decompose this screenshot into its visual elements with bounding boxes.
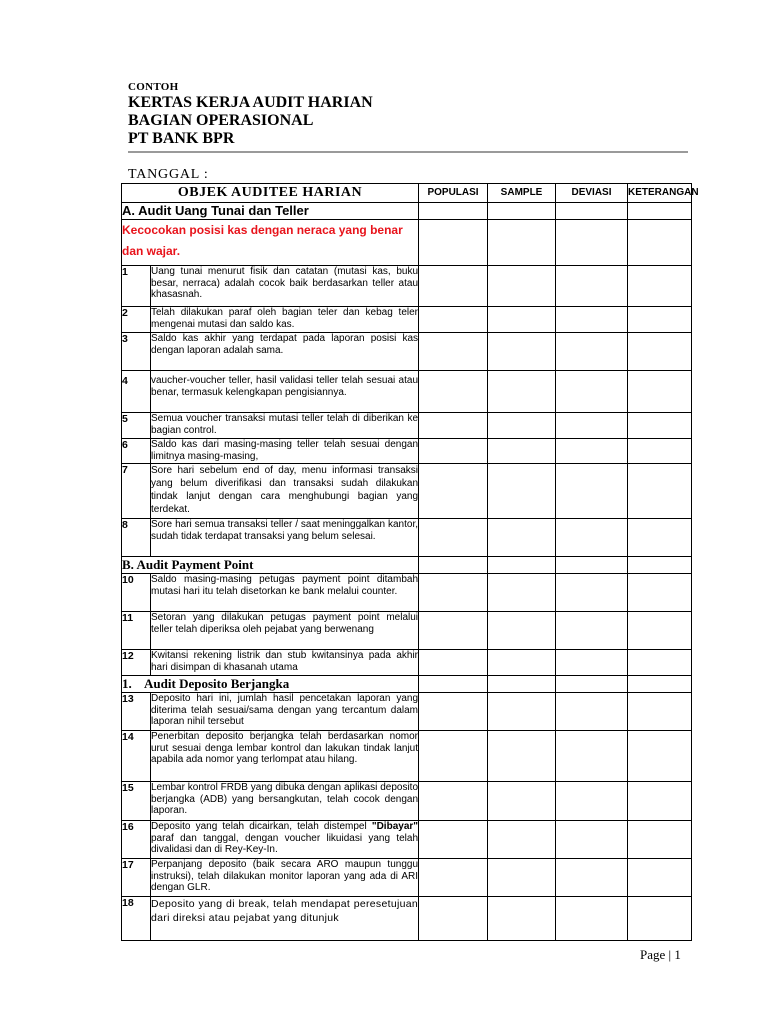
cell <box>488 203 556 220</box>
section-a-row <box>122 203 692 220</box>
red-note: Kecocokan posisi kas dengan neraca yang benar dan wajar. <box>122 220 419 266</box>
item-number: 18 <box>122 897 151 941</box>
item-text: Sore hari sebelum end of day, menu informasi transaksi yang belum diverifikasi dan transaksi sudah dilakukan tindak lanjut dengan cara menghubungi bagian yang terdekat. <box>151 464 419 519</box>
column-keterangan: KETERANGAN <box>628 184 692 203</box>
item-number: 1 <box>122 266 151 307</box>
item-text: Kwitansi rekening listrik dan stub kwitansinya pada akhir hari disimpan di khasanah utama <box>151 650 419 676</box>
department-title: BAGIAN OPERASIONAL <box>128 112 314 129</box>
section-b-title: B. Audit Payment Point <box>122 557 419 574</box>
item-text <box>151 821 419 859</box>
item-number: 14 <box>122 731 151 782</box>
item-number: 16 <box>122 821 151 859</box>
item-text: Uang tunai menurut fisik dan catatan (mutasi kas, buku besar, nerraca) adalah cocok baik berdasarkan teller atau khasasnah. <box>151 266 419 307</box>
item-number: 2 <box>122 307 151 333</box>
table-row <box>122 821 692 859</box>
item-number: 10 <box>122 574 151 612</box>
table-row <box>122 307 692 333</box>
table-row <box>122 519 692 557</box>
cell <box>488 220 556 266</box>
company-title: PT BANK BPR <box>128 130 235 147</box>
item-text: Saldo kas dari masing-masing teller telah sesuai dengan limitnya masing-masing, <box>151 439 419 462</box>
table-row <box>122 464 692 519</box>
cell <box>419 203 488 220</box>
item-number: 13 <box>122 693 151 731</box>
table-row <box>122 897 692 941</box>
date-label: TANGGAL : <box>128 167 209 182</box>
item-number: 12 <box>122 650 151 676</box>
item-number: 11 <box>122 612 151 650</box>
item-text-part: Deposito yang telah dicairkan, telah distempel <box>151 821 372 832</box>
table-row <box>122 371 692 413</box>
item-text: Semua voucher transaksi mutasi teller telah di diberikan ke bagian control. <box>151 413 419 439</box>
table-row <box>122 782 692 821</box>
dibayar-stamp-text: "Dibayar" <box>371 821 419 832</box>
item-number: 8 <box>122 519 151 557</box>
table-row <box>122 333 692 371</box>
cell <box>628 203 692 220</box>
item-text: vaucher-voucher teller, hasil validasi teller telah sesuai atau benar, termasuk kelengkapan pengisiannya. <box>151 371 419 413</box>
item-number: 17 <box>122 859 151 897</box>
section-c-title: 1. Audit Deposito Berjangka <box>122 676 419 693</box>
item-text: Saldo masing-masing petugas payment point ditambah mutasi hari itu telah disetorkan ke bank melalui counter. <box>151 574 419 612</box>
item-text: Lembar kontrol FRDB yang dibuka dengan aplikasi deposito berjangka (ADB) yang bersangkutan, telah cocok dengan laporan. <box>151 782 419 821</box>
section-b-row <box>122 557 692 574</box>
table-row <box>122 413 692 439</box>
cell <box>628 220 692 266</box>
header-divider <box>128 151 688 153</box>
table-row <box>122 266 692 307</box>
item-number: 5 <box>122 413 151 439</box>
document-header <box>128 80 373 148</box>
item-number: 4 <box>122 371 151 413</box>
table-row <box>122 859 692 897</box>
table-header-row <box>122 184 692 203</box>
cell <box>419 220 488 266</box>
item-text: Deposito hari ini, jumlah hasil pencetakan laporan yang diterima telah sesuai/sama dengan yang tercantum dalam laporan nihil tersebut <box>151 693 419 731</box>
table-row <box>122 612 692 650</box>
table-row <box>122 650 692 676</box>
table-row <box>122 439 692 464</box>
cell <box>556 220 628 266</box>
item-number: 15 <box>122 782 151 821</box>
item-text: Penerbitan deposito berjangka telah berdasarkan nomor urut sesuai denga lembar kontrol dan lakukan tindak lanjut apabila ada nomor yang terlompat atau hilang. <box>151 731 419 782</box>
item-number: 6 <box>122 439 151 464</box>
red-note-row <box>122 220 692 266</box>
item-text-part: paraf dan tanggal, dengan voucher likuidasi yang telah divalidasi dan di Rey-Key-In. <box>151 832 419 855</box>
item-number: 7 <box>122 464 151 519</box>
column-objek: OBJEK AUDITEE HARIAN <box>122 184 419 203</box>
cell <box>556 203 628 220</box>
item-number: 3 <box>122 333 151 371</box>
item-text: Setoran yang dilakukan petugas payment point melalui teller telah diperiksa oleh pejabat yang berwenang <box>151 612 419 650</box>
section-c-row <box>122 676 692 693</box>
column-deviasi: DEVIASI <box>556 184 628 203</box>
item-text: Deposito yang di break, telah mendapat peresetujuan dari direksi atau pejabat yang ditunjuk <box>151 897 419 941</box>
item-text: Perpanjang deposito (baik secara ARO maupun tunggu instruksi), telah dilakukan monitor laporan yang ada di ARI dengan GLR. <box>151 859 419 897</box>
document-title: KERTAS KERJA AUDIT HARIAN <box>128 94 373 111</box>
table-row <box>122 731 692 782</box>
table-row <box>122 693 692 731</box>
item-text: Telah dilakukan paraf oleh bagian teler dan kebag teler mengenai mutasi dan saldo kas. <box>151 307 419 333</box>
audit-table <box>121 183 699 941</box>
item-text: Saldo kas akhir yang terdapat pada laporan posisi kas dengan laporan adalah sama. <box>151 333 419 371</box>
example-label: CONTOH <box>128 81 179 93</box>
column-sample: SAMPLE <box>488 184 556 203</box>
column-populasi: POPULASI <box>419 184 488 203</box>
table-row <box>122 574 692 612</box>
item-text: Sore hari semua transaksi teller / saat meninggalkan kantor, sudah tidak terdapat transaksi yang belum selesai. <box>151 519 419 557</box>
section-a-title: A. Audit Uang Tunai dan Teller <box>122 203 419 220</box>
page-number: Page | 1 <box>640 947 681 962</box>
